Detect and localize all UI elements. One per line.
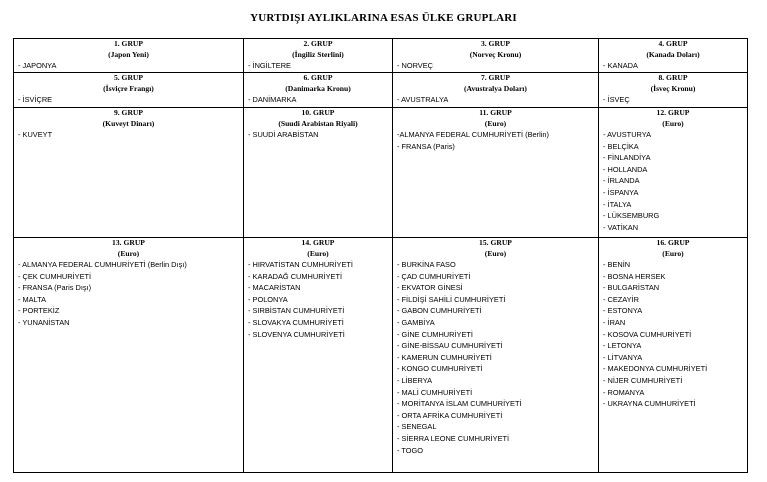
document-title: YURTDIŞI AYLIKLARINA ESAS ÜLKE GRUPLARI <box>250 12 517 24</box>
group-title: 10. GRUP <box>301 108 335 117</box>
country-item: - AVUSTURYA <box>603 130 652 139</box>
group-title: 15. GRUP <box>479 238 512 247</box>
group-currency: (Euro) <box>662 118 684 128</box>
table-row <box>14 108 748 238</box>
country-item: - MACARİSTAN <box>248 283 301 293</box>
country-list <box>14 60 243 72</box>
country-item: - İTALYA <box>603 199 632 209</box>
group-title: 6. GRUP <box>303 73 333 82</box>
group-cell <box>244 238 393 473</box>
group-title: 11. GRUP <box>479 108 512 117</box>
country-item: - ÇAD CUMHURİYETİ <box>397 271 471 281</box>
country-item: - CEZAYİR <box>603 294 639 304</box>
country-item: - SİERRA LEONE CUMHURİYETİ <box>397 433 510 443</box>
country-item: - GABON CUMHURİYETİ <box>397 306 482 316</box>
group-currency: (Suudi Arabistan Riyali) <box>278 118 358 128</box>
country-item: - İSVİÇRE <box>18 95 53 104</box>
country-item: - MALTA <box>18 294 47 304</box>
group-title: 16. GRUP <box>656 238 690 247</box>
group-cell <box>14 39 244 73</box>
country-item: - FRANSA (Paris) <box>397 141 455 151</box>
country-item: - BELÇİKA <box>603 141 639 151</box>
country-item: - FRANSA (Paris Dışı) <box>18 283 92 293</box>
country-item: - İNGİLTERE <box>248 61 291 70</box>
group-currency: (Euro) <box>484 118 507 128</box>
country-item: - SLOVAKYA CUMHURİYETİ <box>248 317 344 327</box>
country-list <box>393 259 598 456</box>
country-item: - EKVATOR GİNESİ <box>397 283 463 293</box>
country-item: - SIRBİSTAN CUMHURİYETİ <box>248 306 345 316</box>
group-title: 8. GRUP <box>658 73 688 82</box>
country-item: - PORTEKİZ <box>18 306 60 316</box>
country-item: -ALMANYA FEDERAL CUMHURİYETİ (Berlin) <box>397 130 549 139</box>
group-currency: (Kuveyt Dinarı) <box>102 118 155 128</box>
country-item: - POLONYA <box>248 294 288 304</box>
country-item: - ALMANYA FEDERAL CUMHURİYETİ (Berlin Dışı) <box>18 260 187 269</box>
country-list <box>14 129 243 141</box>
country-item: - GİNE-BİSSAU CUMHURİYETİ <box>397 341 503 351</box>
country-item: - İRAN <box>603 317 626 327</box>
group-currency: (Euro) <box>117 248 140 258</box>
country-item: - SUUDİ ARABİSTAN <box>248 130 319 139</box>
group-currency: (İsveç Kronu) <box>650 83 696 93</box>
group-title: 9. GRUP <box>113 108 144 117</box>
group-cell <box>244 108 393 238</box>
group-currency: (Norveç Kronu) <box>469 49 522 59</box>
group-cell <box>393 39 599 73</box>
country-item: - GİNE CUMHURİYETİ <box>397 329 473 339</box>
country-item: - BENİN <box>603 260 631 269</box>
group-cell <box>14 108 244 238</box>
group-cell <box>393 238 599 473</box>
country-item: - TOGO <box>397 445 424 455</box>
country-item: - DANİMARKA <box>248 95 297 104</box>
country-item: - NİJER CUMHURİYETİ <box>603 375 683 385</box>
group-title: 2. GRUP <box>303 39 333 48</box>
country-item: - VATİKAN <box>603 222 639 232</box>
country-list <box>599 60 747 72</box>
group-cell <box>244 39 393 73</box>
country-list <box>244 94 392 106</box>
country-item: - MALİ CUMHURİYETİ <box>397 387 473 397</box>
group-title: 5. GRUP <box>113 73 144 82</box>
country-list <box>599 129 747 233</box>
country-item: - LÜKSEMBURG <box>603 211 660 221</box>
country-list <box>14 259 243 329</box>
group-cell <box>393 108 599 238</box>
country-list <box>393 94 598 106</box>
country-item: - LETONYA <box>603 341 642 351</box>
country-item: - NORVEÇ <box>397 61 434 70</box>
table-row <box>14 238 748 473</box>
country-list <box>393 129 598 152</box>
group-cell <box>599 39 748 73</box>
group-title: 7. GRUP <box>480 73 511 82</box>
country-list <box>599 94 747 106</box>
country-item: - UKRAYNA CUMHURİYETİ <box>603 399 696 409</box>
group-cell <box>599 108 748 238</box>
country-item: - KARADAĞ CUMHURİYETİ <box>248 271 343 281</box>
group-title: 12. GRUP <box>656 108 690 117</box>
group-currency: (İngiliz Sterlini) <box>292 49 344 59</box>
group-title: 3. GRUP <box>480 39 511 48</box>
group-title: 1. GRUP <box>113 39 144 48</box>
country-item: - MORİTANYA İSLAM CUMHURİYETİ <box>397 399 522 409</box>
group-title: 4. GRUP <box>658 39 688 48</box>
country-item: - SLOVENYA CUMHURİYETİ <box>248 329 345 339</box>
country-item: - ROMANYA <box>603 387 645 397</box>
country-list <box>244 129 392 141</box>
country-list <box>14 94 243 106</box>
group-currency: (Japon Yeni) <box>108 49 149 59</box>
country-item: - AVUSTRALYA <box>397 95 449 104</box>
country-list <box>393 60 598 72</box>
country-item: - KOSOVA CUMHURİYETİ <box>603 329 692 339</box>
country-item: - FİLDİŞİ SAHİLİ CUMHURİYETİ <box>397 294 506 304</box>
country-item: - JAPONYA <box>18 61 57 70</box>
table-row <box>14 39 748 73</box>
group-currency: (Euro) <box>662 248 684 258</box>
country-item: - İRLANDA <box>603 176 640 186</box>
group-currency: (İsviçre Frangı) <box>103 83 154 93</box>
country-item: - HOLLANDA <box>603 164 648 174</box>
country-item: - SENEGAL <box>397 422 437 432</box>
table-row <box>14 73 748 108</box>
country-item: - BOSNA HERSEK <box>603 271 666 281</box>
country-item: - LİTVANYA <box>603 352 643 362</box>
country-item: - KONGO CUMHURİYETİ <box>397 364 483 374</box>
country-item: - ÇEK CUMHURİYETİ <box>18 271 92 281</box>
country-item: - BURKİNA FASO <box>397 260 456 269</box>
group-title: 14. GRUP <box>301 238 335 247</box>
group-currency: (Euro) <box>484 248 507 258</box>
country-item: - İSVEÇ <box>603 95 630 104</box>
group-currency: (Kanada Doları) <box>646 49 700 59</box>
country-item: - KAMERUN CUMHURİYETİ <box>397 352 492 362</box>
country-item: - HIRVATİSTAN CUMHURİYETİ <box>248 260 353 269</box>
country-item: - KUVEYT <box>18 130 53 139</box>
country-item: - KANADA <box>603 61 638 70</box>
group-currency: (Euro) <box>307 248 329 258</box>
country-item: - ESTONYA <box>603 306 643 316</box>
country-list <box>244 259 392 340</box>
country-list <box>244 60 392 72</box>
group-currency: (Avustralya Doları) <box>464 83 527 93</box>
country-item: - YUNANİSTAN <box>18 317 70 327</box>
group-cell <box>14 73 244 108</box>
country-item: - GAMBİYA <box>397 317 435 327</box>
country-item: - BULGARİSTAN <box>603 283 660 293</box>
group-title: 13. GRUP <box>112 238 145 247</box>
country-item: - LİBERYA <box>397 375 433 385</box>
group-currency: (Danimarka Kronu) <box>285 83 351 93</box>
group-cell <box>599 238 748 473</box>
country-item: - MAKEDONYA CUMHURİYETİ <box>603 364 708 374</box>
country-item: - İSPANYA <box>603 187 639 197</box>
group-cell <box>244 73 393 108</box>
group-cell <box>599 73 748 108</box>
group-cell <box>14 238 244 473</box>
country-list <box>599 259 747 410</box>
group-cell <box>393 73 599 108</box>
country-item: - ORTA AFRİKA CUMHURİYETİ <box>397 410 503 420</box>
country-groups-table <box>13 38 748 473</box>
country-item: - FİNLANDİYA <box>603 153 651 163</box>
